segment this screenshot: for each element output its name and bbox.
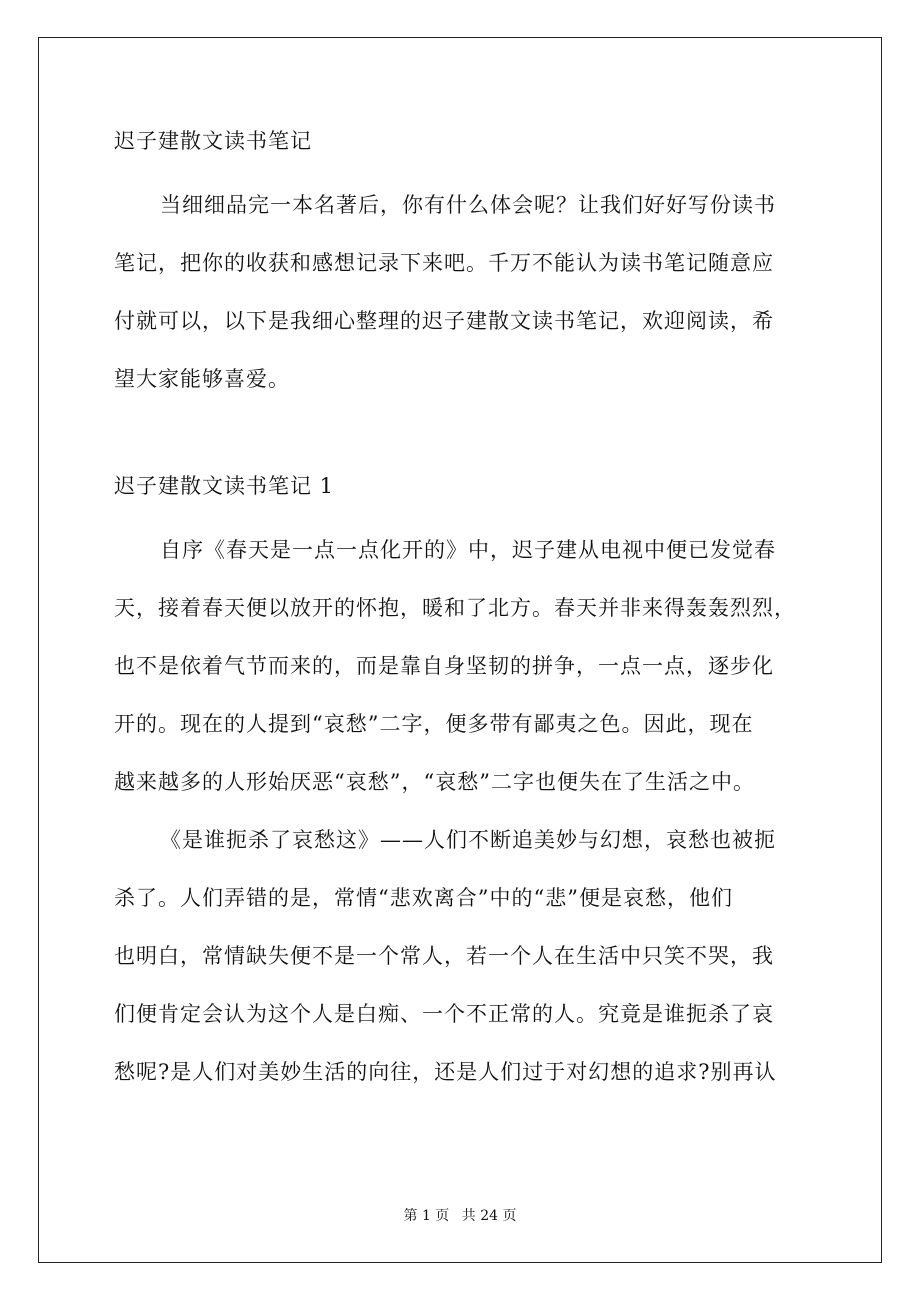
paragraph-line: 越来越多的人形始厌恶“哀愁”，“哀愁”二字也便失在了生活之中。 (114, 770, 755, 794)
paragraph-line: 们便肯定会认为这个人是白痴、一个不正常的人。究竟是谁扼杀了哀 (114, 1002, 774, 1026)
intro-line: 付就可以，以下是我细心整理的迟子建散文读书笔记，欢迎阅读，希 (114, 309, 774, 333)
paragraph-line: 开的。现在的人提到“哀愁”二字，便多带有鄙夷之色。因此，现在 (114, 712, 754, 736)
paragraph-line: 自序《春天是一点一点化开的》中，迟子建从电视中便已发觉春 (160, 538, 776, 562)
paragraph-line: 天，接着春天便以放开的怀抱，暖和了北方。春天并非来得轰轰烈烈， (114, 596, 796, 620)
section-title: 迟子建散文读书笔记 1 (114, 474, 335, 498)
page-footer (0, 1205, 920, 1225)
page-total: 共 24 页 (461, 1208, 517, 1224)
intro-line: 望大家能够喜爱。 (114, 367, 290, 391)
paragraph-line: 愁呢?是人们对美妙生活的向往，还是人们过于对幻想的追求?别再认 (114, 1060, 777, 1084)
intro-line: 当细细品完一本名著后，你有什么体会呢？让我们好好写份读书 (160, 193, 776, 217)
page-number: 第 1 页 (403, 1208, 450, 1224)
paragraph-line: 杀了。人们弄错的是，常情“悲欢离合”中的“悲”便是哀愁，他们 (114, 886, 733, 910)
paragraph-line: 也明白，常情缺失便不是一个常人，若一个人在生活中只笑不哭，我 (114, 944, 774, 968)
intro-line: 笔记，把你的收获和感想记录下来吧。千万不能认为读书笔记随意应 (114, 251, 774, 275)
section-gap (114, 408, 816, 463)
document-title: 迟子建散文读书笔记 (114, 129, 312, 153)
intro-paragraph (114, 176, 816, 408)
section-paragraph-2 (114, 811, 816, 1101)
section-paragraph-1 (114, 521, 816, 811)
document-body (114, 118, 816, 1101)
paragraph-line: 也不是依着气节而来的，而是靠自身坚韧的拼争，一点一点，逐步化 (114, 654, 774, 678)
paragraph-line: 《是谁扼杀了哀愁这》——人们不断追美妙与幻想，哀愁也被扼 (160, 828, 776, 852)
